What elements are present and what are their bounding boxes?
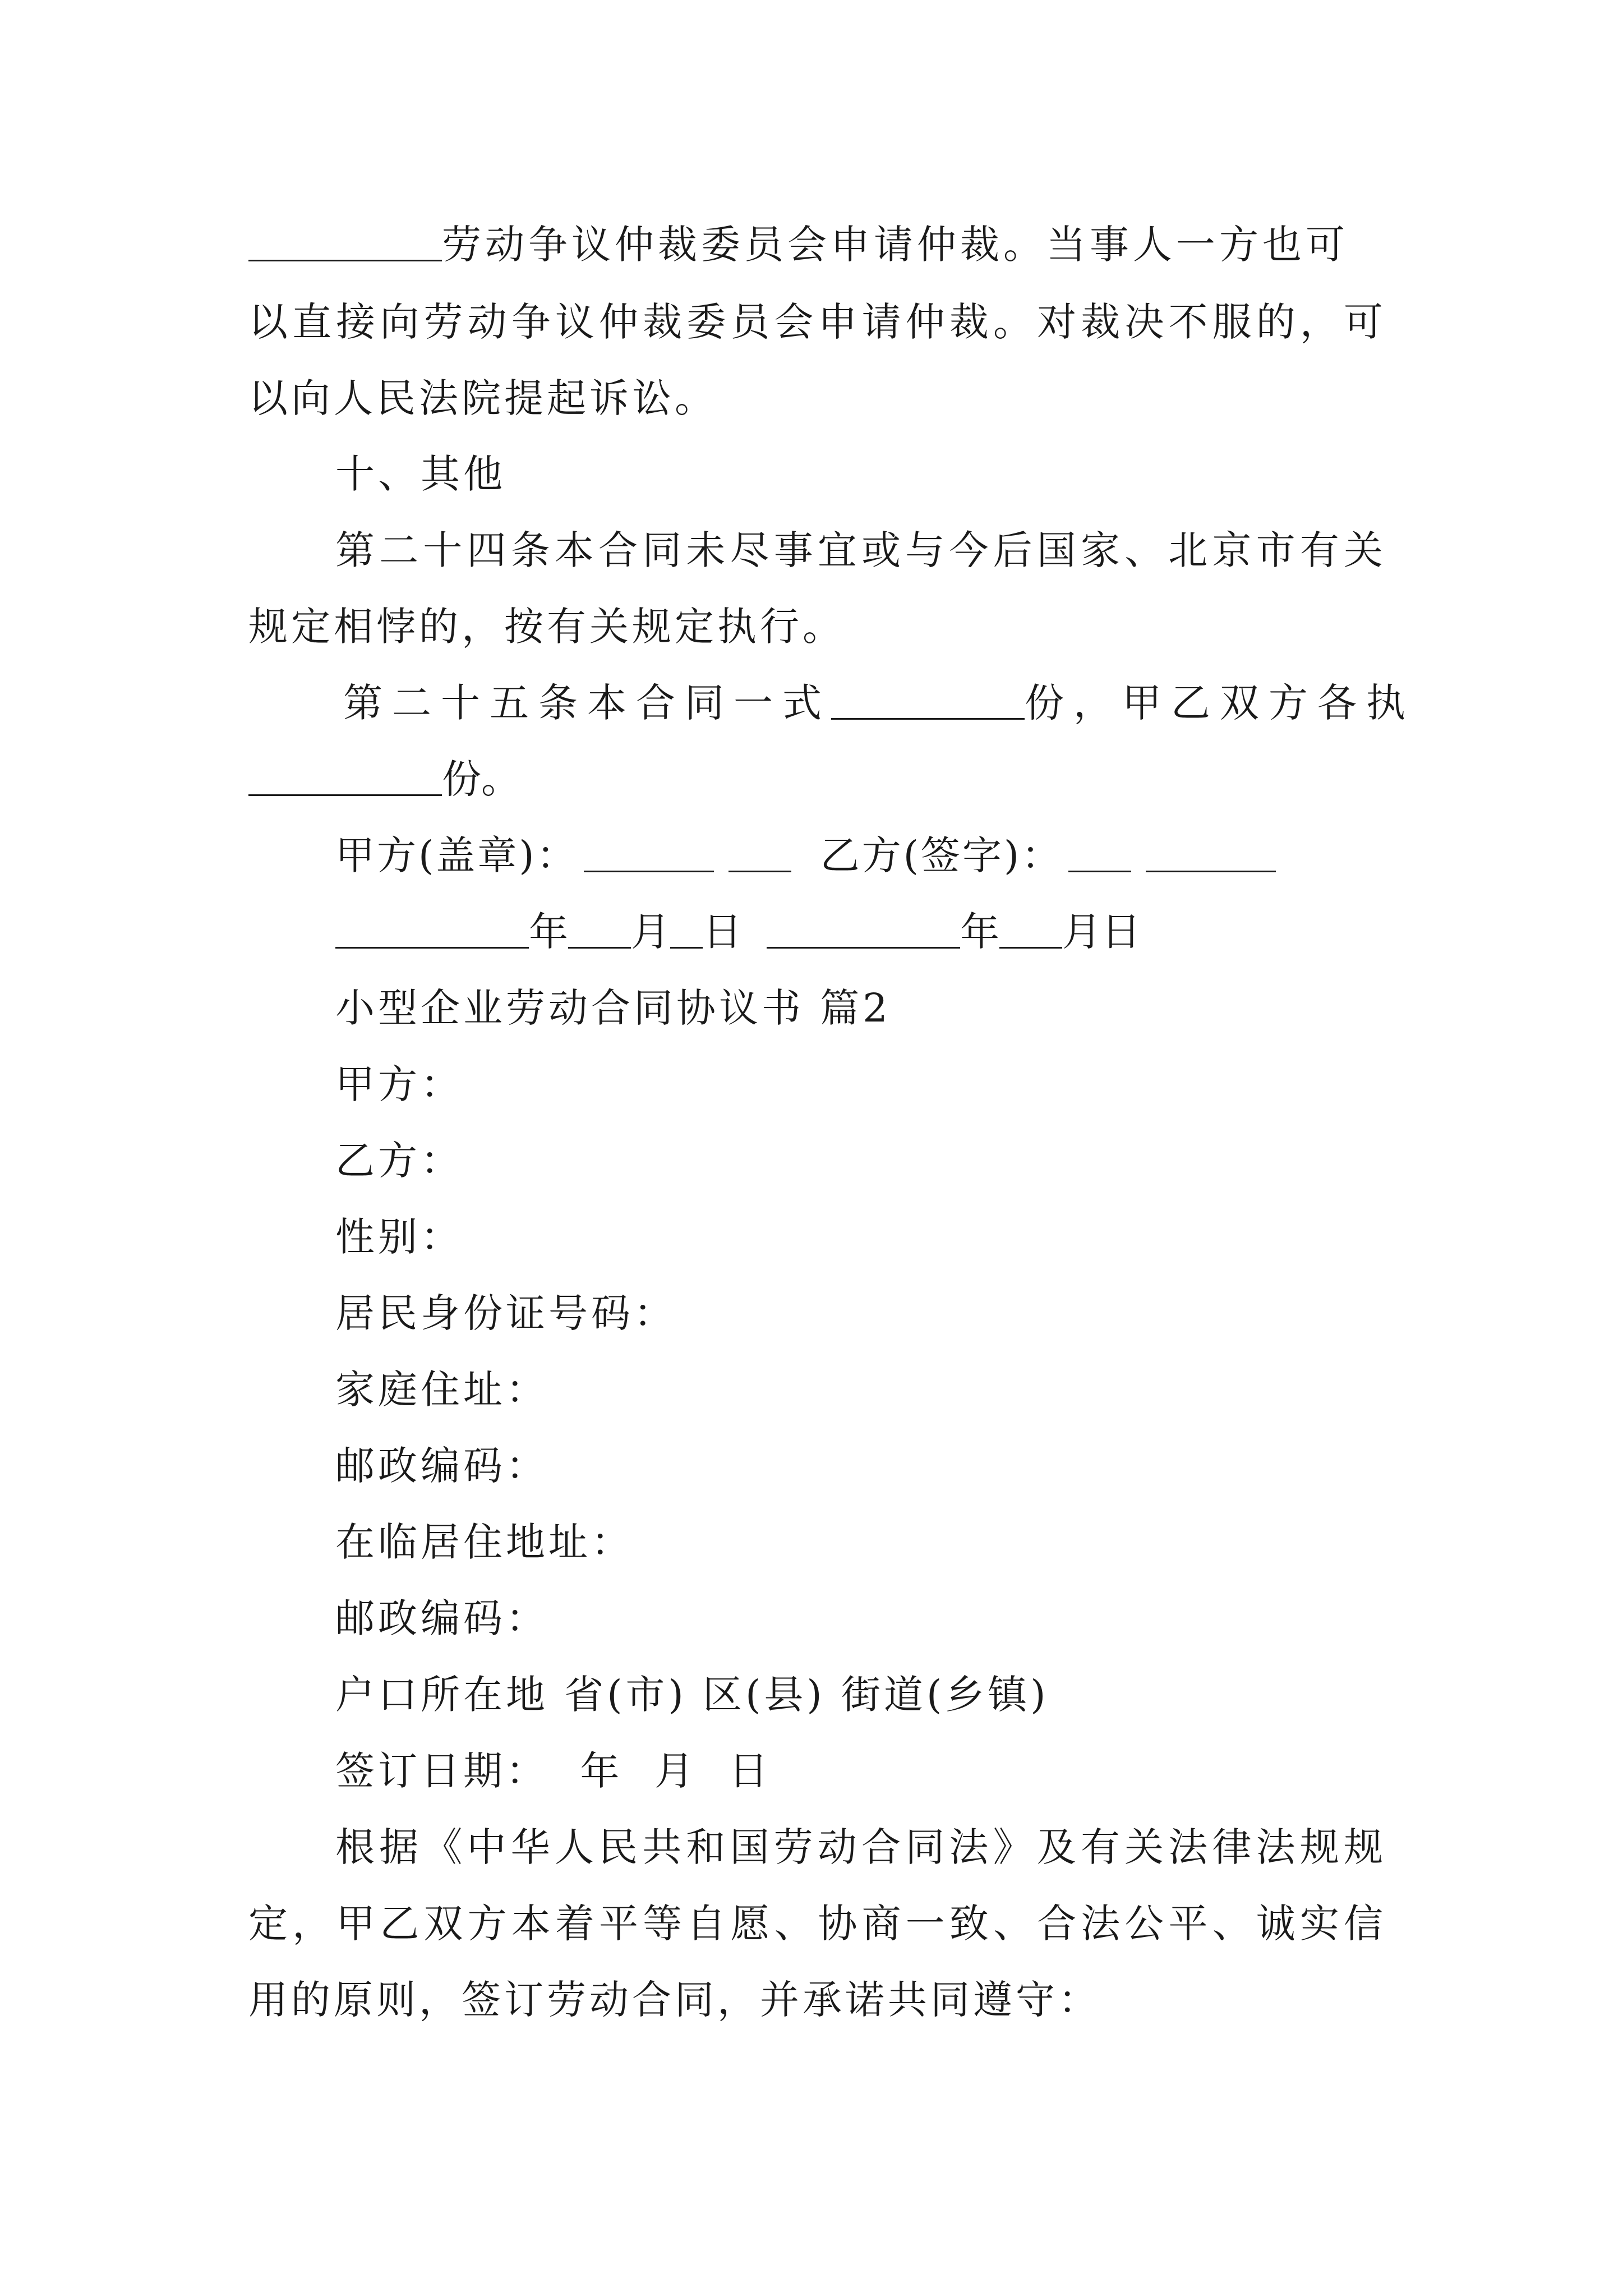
field-postal-code: 邮政编码： (335, 1443, 548, 1489)
party-b-sign-blank-2 (1146, 837, 1276, 872)
copies-blank (831, 684, 1025, 720)
signature-line (335, 827, 1276, 884)
field-signing-date: 签订日期： 年 月 日 (335, 1748, 772, 1794)
article-25-tail: 份。 (442, 756, 520, 802)
field-party-b: 乙方： (335, 1138, 463, 1184)
field-party-a: 甲方： (335, 1061, 463, 1107)
article-25-text: 第二十五条本合同一式 (343, 680, 831, 726)
field-gender: 性别： (335, 1214, 463, 1260)
section-heading: 十、其他 (335, 451, 506, 497)
paragraph-text: 劳动争议仲裁委员会申请仲裁。当事人一方也可 (442, 222, 1349, 268)
document-title: 小型企业劳动合同协议书 篇2 (335, 985, 891, 1031)
field-home-address: 家庭住址： (335, 1366, 548, 1412)
field-current-address: 在临居住地址： (335, 1519, 634, 1565)
article-25-line (343, 675, 1415, 731)
party-a-seal-blank-2 (728, 837, 791, 872)
article-25-line (248, 751, 520, 807)
month-blank (568, 913, 631, 949)
party-b-sign-blank (1068, 837, 1131, 872)
copies-each-blank (248, 761, 442, 796)
month-day-label: 月日 (1062, 909, 1141, 955)
article-24-line: 第二十四条本合同未尽事宜或与今后国家、北京市有关 (335, 527, 1383, 573)
party-a-seal-label: 甲方(盖章)： (335, 832, 578, 878)
blank-underline (248, 226, 442, 261)
day-blank (670, 913, 703, 949)
preamble-line: 用的原则，签订劳动合同，并承诺共同遵守： (248, 1977, 1101, 2023)
field-id-number: 居民身份证号码： (335, 1290, 676, 1336)
year-label: 年 (529, 909, 568, 955)
day-label: 日 (703, 909, 742, 955)
year-blank (335, 913, 529, 949)
field-postal-code-2: 邮政编码： (335, 1595, 548, 1641)
month-label: 月 (631, 909, 670, 955)
date-line (335, 904, 1141, 960)
paragraph-line: 以直接向劳动争议仲裁委员会申请仲裁。对裁决不服的，可 (248, 299, 1383, 345)
month-blank-2 (999, 913, 1062, 949)
article-24-line: 规定相悖的，按有关规定执行。 (248, 604, 845, 650)
party-b-sign-label: 乙方(签字)： (820, 832, 1063, 878)
paragraph-line (248, 217, 1349, 273)
party-a-seal-blank (584, 837, 714, 872)
year-blank-2 (767, 913, 960, 949)
field-household-registration: 户口所在地 省(市) 区(县) 街道(乡镇) (335, 1672, 1049, 1718)
preamble-line: 定，甲乙双方本着平等自愿、协商一致、合法公平、诚实信 (248, 1901, 1383, 1947)
article-25-tail: 份，甲乙双方各执 (1025, 680, 1415, 726)
year-label-2: 年 (960, 909, 999, 955)
preamble-line: 根据《中华人民共和国劳动合同法》及有关法律法规规 (335, 1824, 1383, 1870)
paragraph-line: 以向人民法院提起诉讼。 (248, 375, 717, 421)
